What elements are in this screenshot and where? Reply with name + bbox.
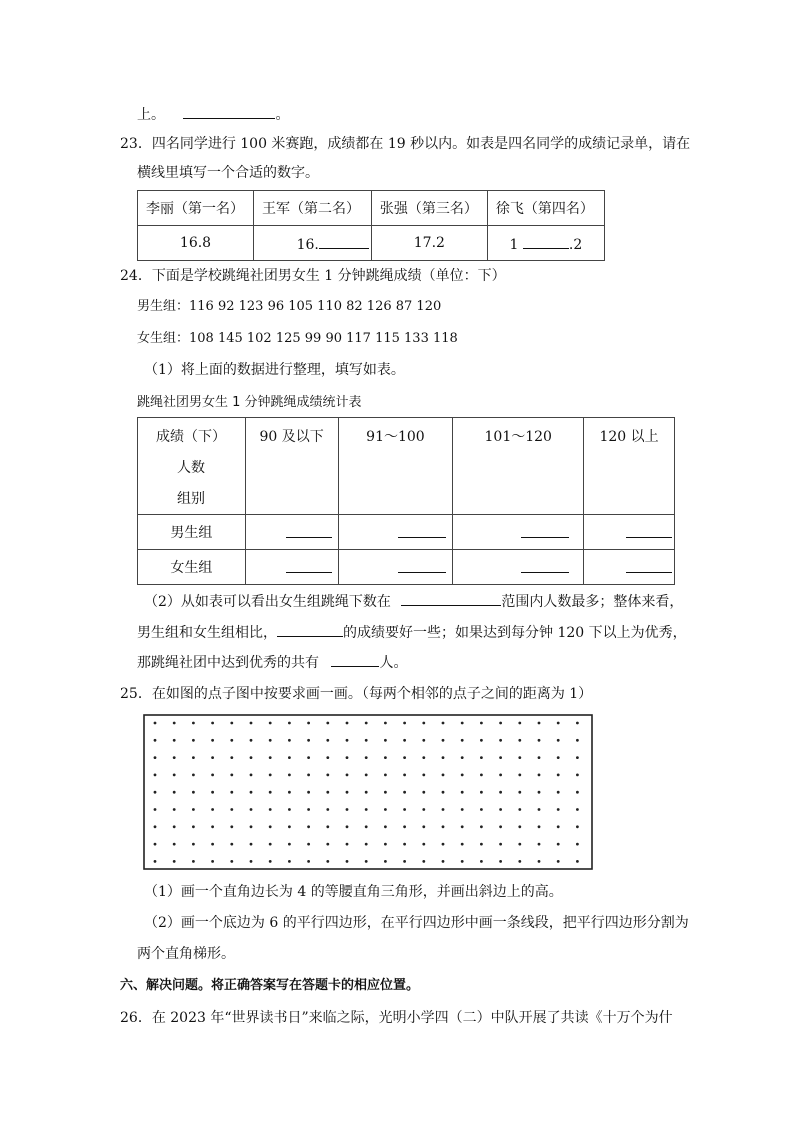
grid-dot <box>480 722 483 725</box>
q26-text: 26．在 2023 年“世界读书日”来临之际，光明小学四（二）中队开展了共读《十万个为什 <box>120 1010 673 1026</box>
girls-cell-3 <box>453 550 584 585</box>
grid-dot <box>384 825 387 828</box>
grid-dot <box>173 791 176 794</box>
grid-dot <box>518 843 521 846</box>
grid-dot <box>499 722 502 725</box>
grid-dot <box>538 791 541 794</box>
q24-stats-table <box>137 417 675 585</box>
grid-dot <box>480 756 483 759</box>
grid-dot <box>461 791 464 794</box>
period: 。 <box>275 107 290 123</box>
grid-dot <box>211 860 214 863</box>
girls-cell-4 <box>584 550 675 585</box>
grid-dot <box>557 739 560 742</box>
grid-dot <box>384 774 387 777</box>
grid-dot <box>307 739 310 742</box>
grid-dot <box>250 791 253 794</box>
grid-dot <box>538 825 541 828</box>
grid-dot <box>173 722 176 725</box>
q23-header-3: 张强（第三名） <box>371 191 487 226</box>
grid-dot <box>173 825 176 828</box>
grid-dot <box>192 860 195 863</box>
q25-sub2-line2: 两个直角梯形。 <box>137 946 235 962</box>
answer-blank[interactable] <box>331 652 379 667</box>
answer-blank[interactable] <box>523 234 569 249</box>
grid-dot <box>365 843 368 846</box>
grid-dot <box>518 791 521 794</box>
grid-dot <box>288 843 291 846</box>
grid-dot <box>269 825 272 828</box>
grid-dot <box>346 843 349 846</box>
grid-dot <box>422 722 425 725</box>
grid-dot <box>499 843 502 846</box>
grid-dot <box>461 774 464 777</box>
grid-dot <box>192 774 195 777</box>
q23-value-2: 16. <box>254 226 372 261</box>
grid-dot <box>365 739 368 742</box>
grid-dot <box>288 739 291 742</box>
grid-dot <box>211 739 214 742</box>
girls-cell-1 <box>245 550 338 585</box>
dot-grid[interactable] <box>143 713 593 871</box>
q24-sub1: （1）将上面的数据进行整理，填写如表。 <box>144 362 405 378</box>
answer-blank[interactable] <box>319 234 369 249</box>
grid-dot <box>403 774 406 777</box>
grid-dot <box>173 774 176 777</box>
grid-dot <box>557 843 560 846</box>
grid-dot <box>326 860 329 863</box>
grid-dot <box>576 808 579 811</box>
grid-dot <box>230 843 233 846</box>
grid-dot <box>461 722 464 725</box>
grid-dot <box>384 860 387 863</box>
grid-dot <box>557 774 560 777</box>
grid-dot <box>499 808 502 811</box>
grid-dot <box>480 774 483 777</box>
grid-dot <box>288 722 291 725</box>
grid-dot <box>480 843 483 846</box>
col-header-2: 91～100 <box>338 418 453 515</box>
boys-cell-1 <box>245 515 338 550</box>
grid-dot <box>499 825 502 828</box>
grid-dot <box>211 808 214 811</box>
grid-dot <box>173 756 176 759</box>
grid-dot <box>192 808 195 811</box>
q25-sub1: （1）画一个直角边长为 4 的等腰直角三角形，并画出斜边上的高。 <box>144 884 563 900</box>
grid-dot <box>307 843 310 846</box>
grid-dot <box>442 791 445 794</box>
grid-dot <box>403 808 406 811</box>
grid-dot <box>307 825 310 828</box>
grid-dot <box>288 756 291 759</box>
grid-dot <box>499 774 502 777</box>
answer-blank[interactable] <box>626 558 672 573</box>
grid-dot <box>557 860 560 863</box>
answer-blank[interactable] <box>521 523 569 538</box>
q23-text-line1: 23．四名同学进行 100 米赛跑，成绩都在 19 秒以内。如表是四名同学的成绩记录单，请在 <box>120 136 691 152</box>
grid-dot <box>576 722 579 725</box>
grid-dot <box>154 791 157 794</box>
grid-dot <box>250 756 253 759</box>
answer-blank[interactable] <box>277 622 343 637</box>
grid-dot <box>346 825 349 828</box>
answer-blank[interactable] <box>398 523 446 538</box>
grid-dot <box>211 774 214 777</box>
prev-question-tail: 上。 。 <box>137 104 289 125</box>
grid-dot <box>326 825 329 828</box>
col-header-4: 120 以上 <box>584 418 675 515</box>
grid-dot <box>422 791 425 794</box>
grid-dot <box>269 860 272 863</box>
grid-dot <box>461 843 464 846</box>
grid-dot <box>173 843 176 846</box>
grid-dot <box>365 791 368 794</box>
q24-corner-cell <box>138 418 246 515</box>
grid-dot <box>461 739 464 742</box>
grid-dot <box>442 808 445 811</box>
grid-dot <box>403 843 406 846</box>
grid-dot <box>230 774 233 777</box>
answer-blank[interactable] <box>626 523 672 538</box>
grid-dot <box>518 825 521 828</box>
grid-dot <box>269 791 272 794</box>
grid-dot <box>230 791 233 794</box>
grid-dot <box>518 722 521 725</box>
grid-dot <box>288 774 291 777</box>
q24-table-title: 跳绳社团男女生 1 分钟跳绳成绩统计表 <box>137 395 362 410</box>
grid-dot <box>173 739 176 742</box>
grid-dot <box>154 825 157 828</box>
grid-dot <box>576 860 579 863</box>
grid-dot <box>154 722 157 725</box>
grid-dot <box>461 808 464 811</box>
grid-dot <box>499 791 502 794</box>
grid-dot <box>346 774 349 777</box>
grid-dot <box>480 860 483 863</box>
grid-dot <box>230 825 233 828</box>
grid-dot <box>269 722 272 725</box>
grid-dot <box>211 825 214 828</box>
grid-dot <box>250 774 253 777</box>
answer-blank[interactable] <box>286 523 332 538</box>
grid-dot <box>384 722 387 725</box>
grid-dot <box>442 722 445 725</box>
q23-header-2: 王军（第二名） <box>254 191 372 226</box>
grid-dot <box>326 722 329 725</box>
grid-dot <box>154 756 157 759</box>
grid-dot <box>269 739 272 742</box>
grid-dot <box>422 843 425 846</box>
grid-dot <box>288 808 291 811</box>
grid-dot <box>384 756 387 759</box>
grid-dot <box>230 756 233 759</box>
grid-dot <box>442 756 445 759</box>
q23-results-table <box>137 190 605 261</box>
grid-dot <box>518 860 521 863</box>
q24-boys-data: 男生组：116 92 123 96 105 110 82 126 87 120 <box>137 299 442 314</box>
grid-dot <box>422 739 425 742</box>
grid-dot <box>326 739 329 742</box>
answer-blank[interactable] <box>286 558 332 573</box>
grid-dot <box>576 774 579 777</box>
q23-header-1: 李丽（第一名） <box>138 191 254 226</box>
col-header-3: 101～120 <box>453 418 584 515</box>
grid-dot <box>211 843 214 846</box>
grid-dot <box>346 808 349 811</box>
q24-sub2-line1: （2）从如表可以看出女生组跳绳下数在 范围内人数最多；整体来看， <box>144 591 683 612</box>
grid-dot <box>230 860 233 863</box>
grid-dot <box>269 774 272 777</box>
grid-dot <box>403 825 406 828</box>
grid-dot <box>307 722 310 725</box>
grid-dot <box>538 808 541 811</box>
grid-dot <box>403 739 406 742</box>
q24-sub2-line2: 男生组和女生组相比， 的成绩要好一些；如果达到每分钟 120 下以上为优秀， <box>137 622 687 643</box>
grid-dot <box>461 825 464 828</box>
grid-dot <box>422 808 425 811</box>
grid-dot <box>250 825 253 828</box>
grid-dot <box>346 722 349 725</box>
q23-value-1: 16.8 <box>138 226 254 261</box>
grid-dot <box>442 739 445 742</box>
grid-dot <box>365 722 368 725</box>
grid-dot <box>557 791 560 794</box>
grid-dot <box>557 808 560 811</box>
grid-dot <box>173 860 176 863</box>
grid-dot <box>442 825 445 828</box>
grid-dot <box>499 860 502 863</box>
boys-cell-4 <box>584 515 675 550</box>
grid-dot <box>403 756 406 759</box>
grid-dot <box>480 791 483 794</box>
grid-dot <box>326 756 329 759</box>
grid-dot <box>499 756 502 759</box>
q24-text: 24．下面是学校跳绳社团男女生 1 分钟跳绳成绩（单位：下） <box>120 268 506 284</box>
q24-girls-data: 女生组：108 145 102 125 99 90 117 115 133 118 <box>137 331 458 346</box>
grid-dot <box>250 843 253 846</box>
row-label-girls: 女生组 <box>138 550 246 585</box>
grid-dot <box>250 722 253 725</box>
grid-dot <box>538 756 541 759</box>
grid-dot <box>326 774 329 777</box>
q25-text: 25．在如图的点子图中按要求画一画。（每两个相邻的点子之间的距离为 1） <box>120 686 593 702</box>
grid-dot <box>288 791 291 794</box>
grid-dot <box>576 843 579 846</box>
grid-dot <box>422 860 425 863</box>
grid-dot <box>288 825 291 828</box>
grid-dot <box>154 774 157 777</box>
answer-blank[interactable] <box>401 591 501 606</box>
grid-dot <box>154 808 157 811</box>
grid-dot <box>557 825 560 828</box>
grid-dot <box>192 825 195 828</box>
grid-dot <box>403 791 406 794</box>
grid-dot <box>250 860 253 863</box>
grid-dot <box>365 756 368 759</box>
answer-blank[interactable] <box>398 558 446 573</box>
grid-dot <box>326 843 329 846</box>
grid-dot <box>480 739 483 742</box>
grid-dot <box>442 843 445 846</box>
q23-value-4: 1 .2 <box>487 226 604 261</box>
grid-dot <box>557 756 560 759</box>
grid-dot <box>346 860 349 863</box>
grid-dot <box>269 756 272 759</box>
grid-dot <box>422 774 425 777</box>
grid-dot <box>326 808 329 811</box>
grid-dot <box>192 791 195 794</box>
grid-dot <box>288 860 291 863</box>
grid-dot <box>230 722 233 725</box>
grid-dot <box>384 843 387 846</box>
grid-dot <box>557 722 560 725</box>
grid-dot <box>346 739 349 742</box>
q23-header-4: 徐飞（第四名） <box>487 191 604 226</box>
grid-dot <box>384 808 387 811</box>
grid-dot <box>499 739 502 742</box>
grid-dot <box>154 860 157 863</box>
grid-dot <box>576 825 579 828</box>
grid-dot <box>538 739 541 742</box>
grid-dot <box>518 808 521 811</box>
boys-cell-2 <box>338 515 453 550</box>
boys-cell-3 <box>453 515 584 550</box>
grid-dot <box>365 860 368 863</box>
grid-dot <box>269 808 272 811</box>
grid-dot <box>576 739 579 742</box>
grid-dot <box>192 739 195 742</box>
grid-dot <box>442 860 445 863</box>
grid-dot <box>211 756 214 759</box>
grid-dot <box>365 808 368 811</box>
grid-dot <box>365 774 368 777</box>
dot-grid-border <box>144 715 592 869</box>
grid-dot <box>480 808 483 811</box>
q23-value-3: 17.2 <box>371 226 487 261</box>
answer-blank[interactable] <box>521 558 569 573</box>
grid-dot <box>461 756 464 759</box>
q25-sub2-line1: （2）画一个底边为 6 的平行四边形，在平行四边形中画一条线段，把平行四边形分割为 <box>144 915 689 931</box>
grid-dot <box>250 739 253 742</box>
grid-dot <box>538 860 541 863</box>
section6-title: 六、解决问题。将正确答案写在答题卡的相应位置。 <box>120 978 420 993</box>
grid-dot <box>154 843 157 846</box>
grid-dot <box>576 756 579 759</box>
grid-dot <box>403 722 406 725</box>
corner-group-label: 组别 <box>177 491 205 507</box>
grid-dot <box>307 860 310 863</box>
grid-dot <box>173 808 176 811</box>
grid-dot <box>384 791 387 794</box>
grid-dot <box>442 774 445 777</box>
grid-dot <box>346 756 349 759</box>
grid-dot <box>538 843 541 846</box>
q23-text-line2: 横线里填写一个合适的数字。 <box>137 165 319 181</box>
corner-score-label: 成绩（下） <box>156 429 226 445</box>
grid-dot <box>538 722 541 725</box>
grid-dot <box>154 739 157 742</box>
grid-dot <box>307 774 310 777</box>
grid-dot <box>211 791 214 794</box>
grid-dot <box>326 791 329 794</box>
grid-dot <box>307 808 310 811</box>
grid-dot <box>518 739 521 742</box>
grid-dot <box>518 756 521 759</box>
answer-blank[interactable] <box>183 104 275 119</box>
grid-dot <box>384 739 387 742</box>
grid-dot <box>230 739 233 742</box>
grid-dot <box>538 774 541 777</box>
girls-cell-2 <box>338 550 453 585</box>
grid-dot <box>461 860 464 863</box>
col-header-1: 90 及以下 <box>245 418 338 515</box>
grid-dot <box>230 808 233 811</box>
grid-dot <box>250 808 253 811</box>
grid-dot <box>403 860 406 863</box>
corner-count-label: 人数 <box>177 460 205 476</box>
grid-dot <box>211 722 214 725</box>
grid-dot <box>422 825 425 828</box>
grid-dot <box>269 843 272 846</box>
grid-dot <box>576 791 579 794</box>
grid-dot <box>192 756 195 759</box>
q24-sub2-line3: 那跳绳社团中达到优秀的共有 人。 <box>137 652 407 673</box>
grid-dot <box>518 774 521 777</box>
grid-dot <box>422 756 425 759</box>
grid-dot <box>192 722 195 725</box>
grid-dot <box>307 791 310 794</box>
grid-dot <box>480 825 483 828</box>
grid-dot <box>307 756 310 759</box>
grid-dot <box>365 825 368 828</box>
grid-dot <box>346 791 349 794</box>
grid-dot <box>192 843 195 846</box>
row-label-boys: 男生组 <box>138 515 246 550</box>
